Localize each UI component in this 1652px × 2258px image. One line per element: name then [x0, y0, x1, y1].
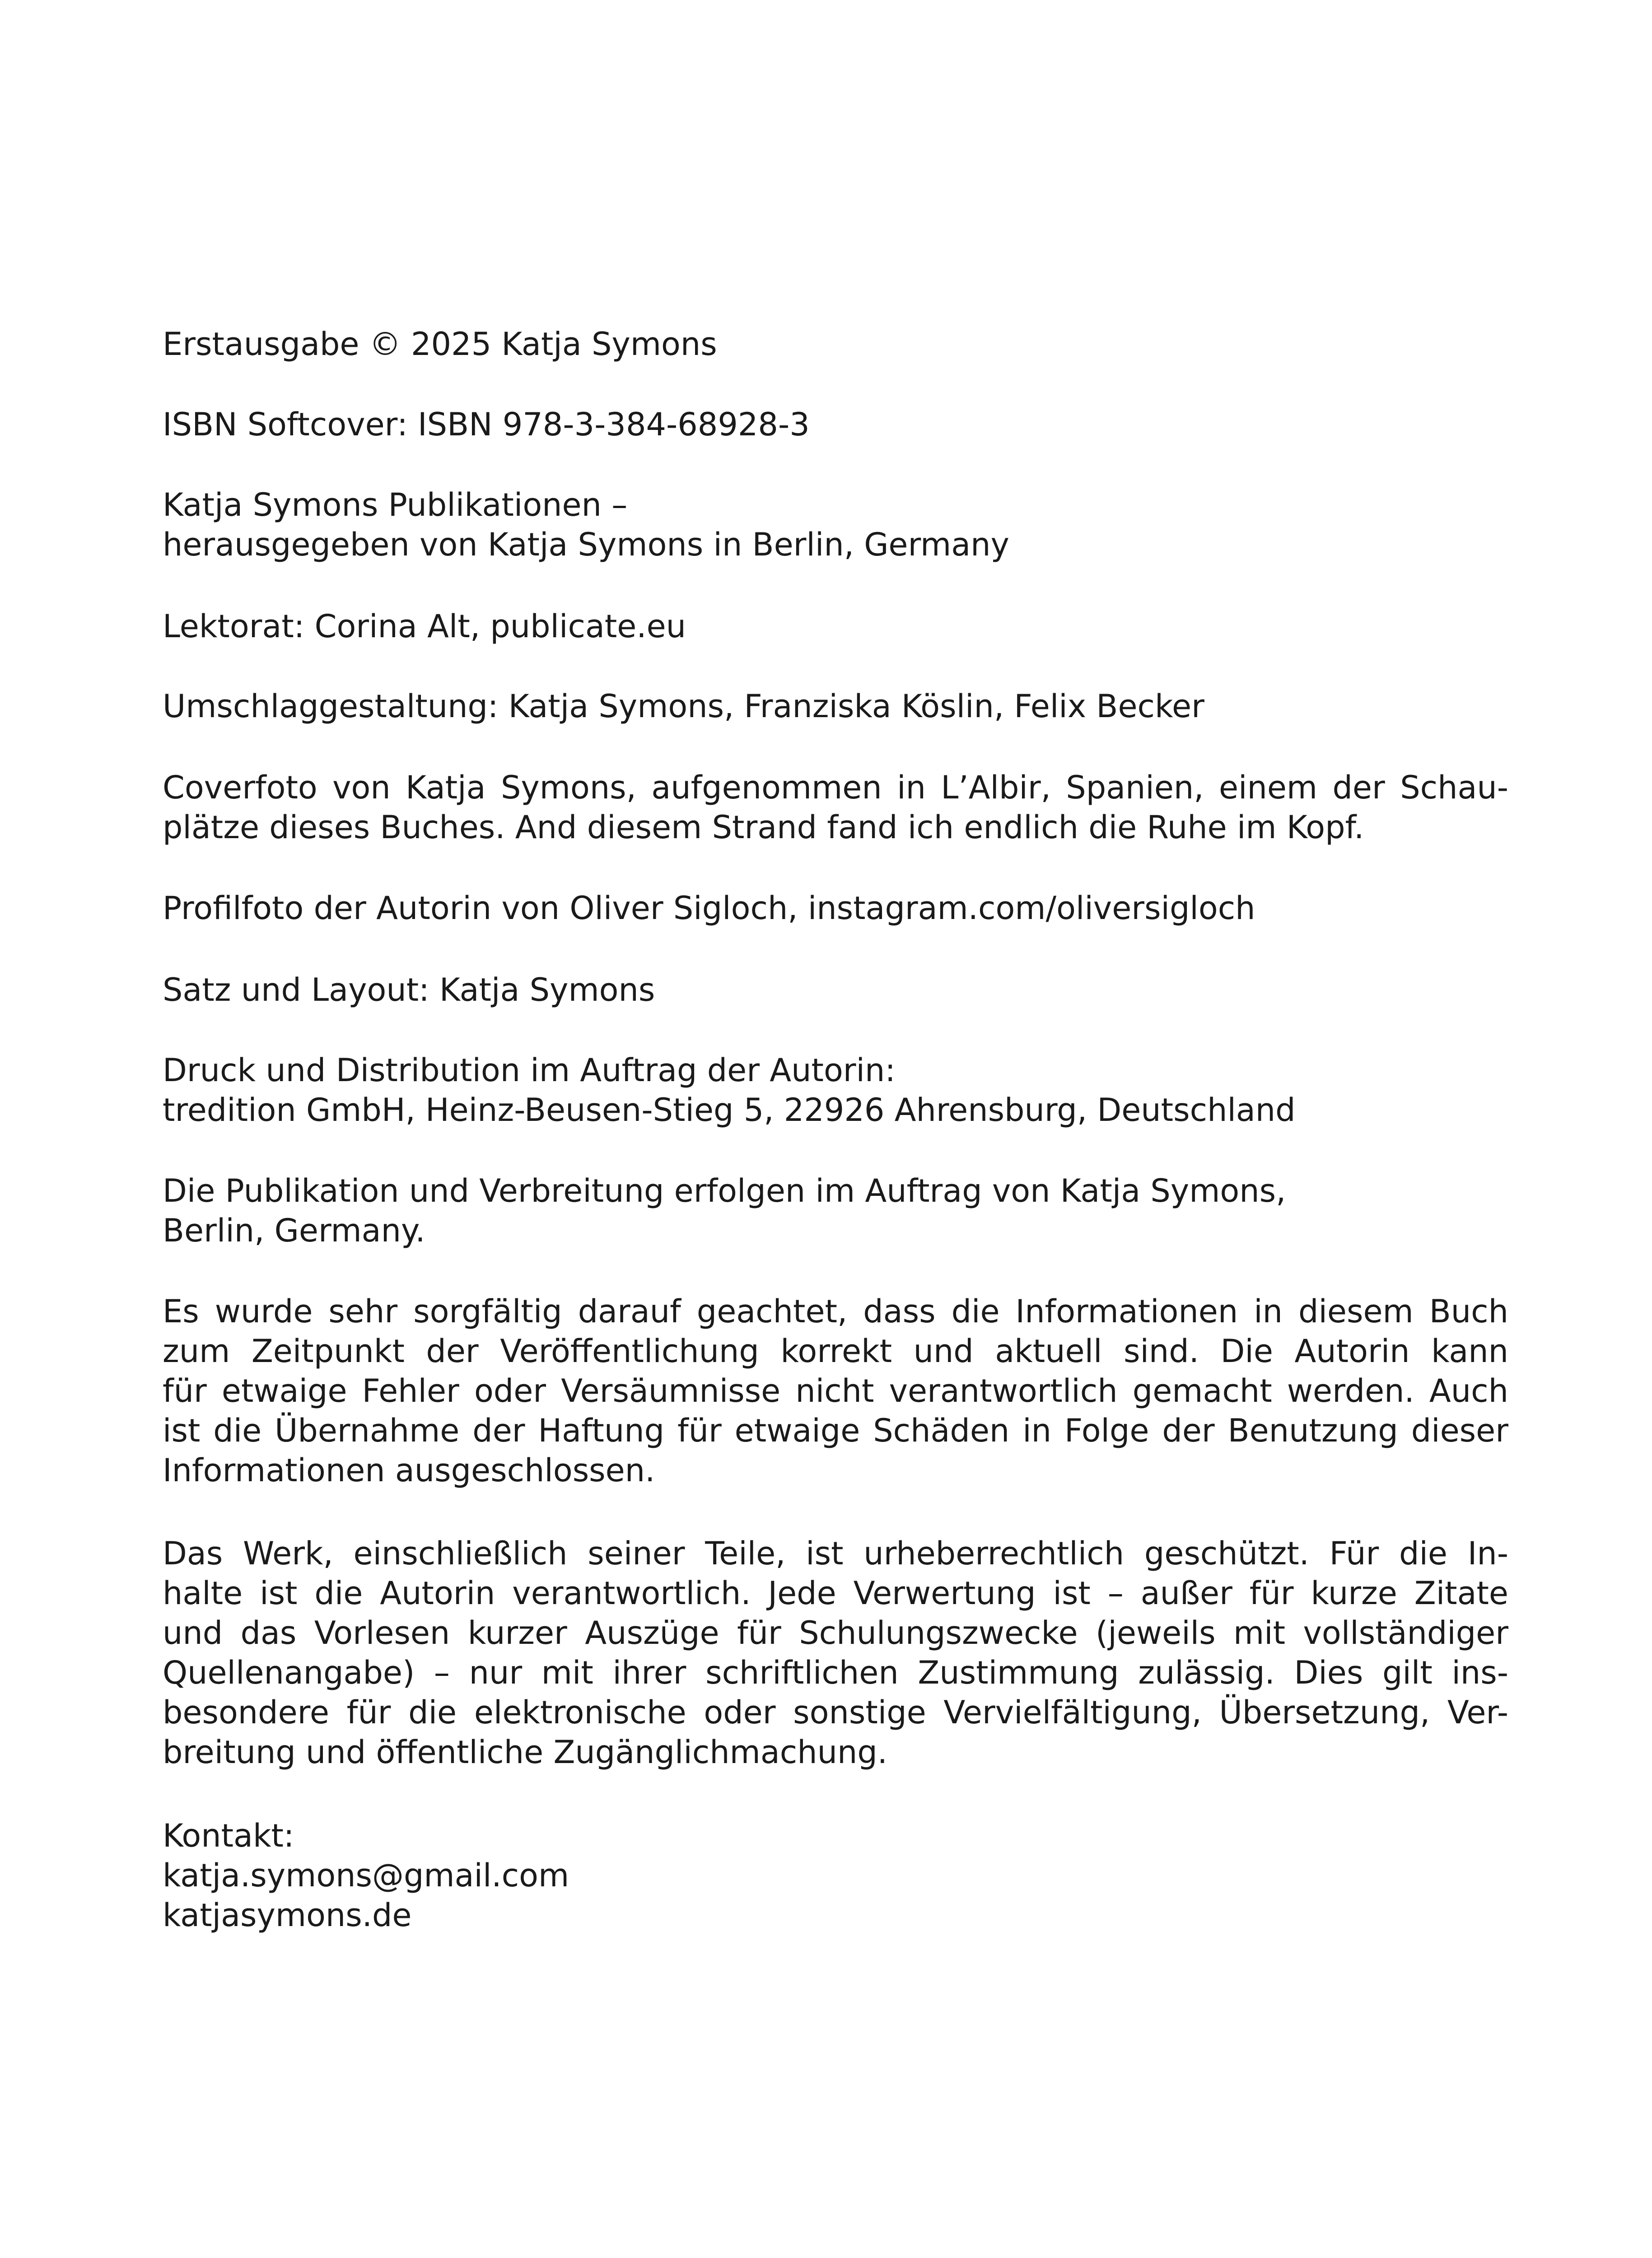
copyright-paragraph	[163, 1534, 1508, 1772]
publication-line-2: Berlin, Germany.	[163, 1212, 425, 1249]
typesetting-line	[163, 970, 1508, 1010]
disclaimer-paragraph	[163, 1292, 1508, 1490]
contact-label: Kontakt:	[163, 1817, 294, 1854]
profile-photo: Profilfoto der Autorin von Oliver Sigloch, instagram.com/oliversigloch	[163, 890, 1255, 927]
first-edition-line	[163, 324, 1508, 364]
contact-website: katjasymons.de	[163, 1897, 412, 1934]
first-edition: Erstausgabe © 2025 Katja Symons	[163, 326, 717, 363]
cover-photo-block	[163, 768, 1508, 847]
copyright-line-4: Quellenangabe) – nur mit ihrer schriftlichen Zustimmung zulässig. Dies gilt ins-	[163, 1654, 1508, 1691]
contact-email: katja.symons@gmail.com	[163, 1857, 569, 1894]
disclaimer-line-2: zum Zeitpunkt der Veröffentlichung korrekt und aktuell sind. Die Autorin kann	[163, 1333, 1508, 1370]
publication-line-1: Die Publikation und Verbreitung erfolgen im Auftrag von Katja Symons,	[163, 1172, 1286, 1209]
publication-block	[163, 1171, 1508, 1250]
typesetting: Satz und Layout: Katja Symons	[163, 971, 655, 1008]
publisher-line-1: Katja Symons Publikationen –	[163, 486, 628, 523]
profile-photo-line	[163, 888, 1508, 928]
editing: Lektorat: Corina Alt, publicate.eu	[163, 608, 686, 645]
publisher-line-2: herausgegeben von Katja Symons in Berlin, Germany	[163, 526, 1009, 563]
cover-design: Umschlaggestaltung: Katja Symons, Franziska Köslin, Felix Becker	[163, 688, 1204, 725]
contact-block	[163, 1816, 1508, 1935]
cover-photo-line-2: plätze dieses Buches. And diesem Strand fand ich endlich die Ruhe im Kopf.	[163, 809, 1364, 846]
editing-line	[163, 606, 1508, 646]
cover-design-line	[163, 686, 1508, 726]
isbn: ISBN Softcover: ISBN 978-3-384-68928-3	[163, 406, 810, 443]
copyright-line-1: Das Werk, einschließlich seiner Teile, ist urheberrechtlich geschützt. Für die In-	[163, 1535, 1508, 1572]
copyright-line-5: besondere für die elektronische oder sonstige Vervielfältigung, Übersetzung, Ver-	[163, 1694, 1508, 1731]
isbn-line	[163, 405, 1508, 444]
publisher-block	[163, 485, 1508, 564]
disclaimer-line-3: für etwaige Fehler oder Versäumnisse nicht verantwortlich gemacht werden. Auch	[163, 1372, 1508, 1409]
copyright-line-2: halte ist die Autorin verantwortlich. Jede Verwertung ist – außer für kurze Zitate	[163, 1575, 1508, 1612]
printing-block	[163, 1050, 1508, 1130]
disclaimer-line-5: Informationen ausgeschlossen.	[163, 1452, 655, 1489]
cover-photo-line-1: Coverfoto von Katja Symons, aufgenommen in L’Albir, Spanien, einem der Schau-	[163, 769, 1508, 806]
copyright-line-6: breitung und öffentliche Zugänglichmachung.	[163, 1734, 888, 1771]
printing-line-2: tredition GmbH, Heinz-Beusen-Stieg 5, 22926 Ahrensburg, Deutschland	[163, 1092, 1296, 1129]
disclaimer-line-1: Es wurde sehr sorgfältig darauf geachtet, dass die Informationen in diesem Buch	[163, 1293, 1508, 1330]
printing-line-1: Druck und Distribution im Auftrag der Autorin:	[163, 1052, 896, 1089]
disclaimer-line-4: ist die Übernahme der Haftung für etwaige Schäden in Folge der Benutzung dieser	[163, 1412, 1508, 1449]
copyright-line-3: und das Vorlesen kurzer Auszüge für Schulungszwecke (jeweils mit vollständiger	[163, 1614, 1508, 1652]
